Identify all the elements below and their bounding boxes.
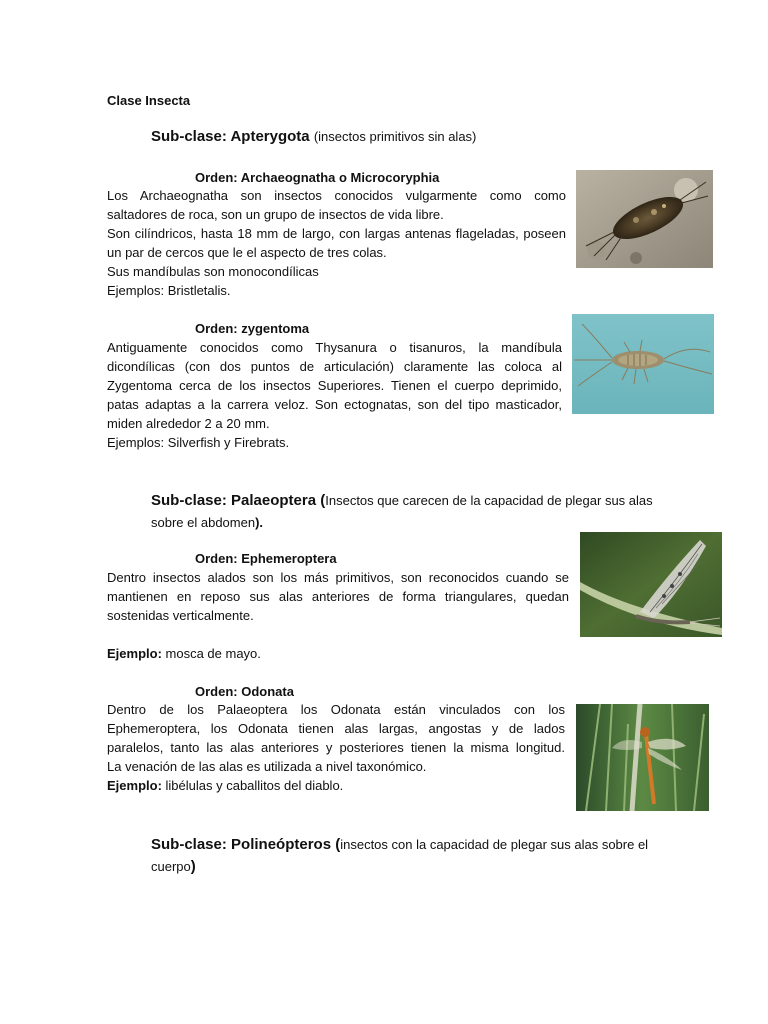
order-zygentoma-heading: Orden: zygentoma [195, 321, 310, 336]
subclass-description: (insectos primitivos sin alas) [313, 129, 477, 144]
subclass-name: Palaeoptera [231, 492, 317, 509]
subclass-palaeoptera-heading [151, 490, 671, 534]
archaeognatha-photo [576, 170, 713, 268]
close-bracket: ) [190, 858, 196, 875]
text-line: saltadores de roca, son un grupo de insectos de vida libre. [107, 207, 444, 222]
order-odonata-text [107, 700, 565, 795]
close-bracket: ). [255, 515, 264, 530]
example-label: Ejemplo: [107, 646, 162, 661]
example-value: libélulas y caballitos del diablo. [161, 778, 344, 793]
example-line: Ejemplos: Silverfish y Firebrats. [107, 435, 290, 450]
text-line: Son cilíndricos, hasta 18 mm de largo, con largas antenas flageladas, poseen [107, 226, 566, 241]
order-archaeognatha-heading: Orden: Archaeognatha o Microcoryphia [195, 170, 440, 185]
order-ephemeroptera-text [107, 568, 569, 625]
subclass-description: Insectos que carecen de la capacidad de plegar sus alas [325, 493, 653, 508]
subclass-label: Sub-clase: [151, 128, 231, 145]
order-ephemeroptera-heading: Orden: Ephemeroptera [195, 551, 337, 566]
subclass-label: Sub-clase: [151, 836, 232, 853]
text-line: Antiguamente conocidos como Thysanura o tisanuros, la mandíbula [107, 340, 562, 355]
subclass-description: insectos con la capacidad de plegar sus alas sobre el [340, 837, 649, 852]
text-line: mantienen en reposo sus alas anteriores de forma triangulares, quedan [107, 589, 569, 604]
order-archaeognatha-text [107, 186, 566, 300]
text-line: paralelos, tanto las alas anteriores y posteriores tienen la misma longitud. [107, 740, 565, 755]
mayfly-photo [580, 532, 722, 637]
subclass-description-cont: cuerpo [151, 859, 191, 874]
text-line: Zygentoma cerca de los insectos Superiores. Tienen el cuerpo deprimido, [107, 378, 562, 393]
text-line: Dentro insectos alados son los más primitivos, son reconocidos cuando se [107, 570, 569, 585]
silverfish-photo [572, 314, 714, 414]
order-zygentoma-text [107, 338, 562, 452]
text-line: La venación de las alas es utilizada a nivel taxonómico. [107, 759, 427, 774]
text-line: miden alrededor 2 a 20 mm. [107, 416, 270, 431]
open-bracket: ( [331, 836, 341, 853]
subclass-label: Sub-clase: [151, 492, 232, 509]
example-value: mosca de mayo. [161, 646, 261, 661]
text-line: Ephemeroptera, los Odonata tienen alas largas, angostas y de lados [107, 721, 565, 736]
subclass-apterygota-heading [151, 126, 476, 148]
text-line: Los Archaeognatha son insectos conocidos vulgarmente como como [107, 188, 566, 203]
subclass-name: Apterygota [230, 128, 310, 145]
subclass-name: Polineópteros [231, 836, 332, 853]
subclass-description-cont: sobre el abdomen [151, 515, 256, 530]
example-line [107, 776, 565, 795]
ephemeroptera-example [107, 644, 261, 663]
dragonfly-photo [576, 704, 709, 811]
example-line: Ejemplos: Bristletalis. [107, 283, 231, 298]
open-bracket: ( [316, 492, 326, 509]
subclass-polineopteros-heading [151, 834, 671, 878]
document-title: Clase Insecta [107, 93, 191, 108]
example-label: Ejemplo: [107, 778, 162, 793]
text-line: Dentro de los Palaeoptera los Odonata están vinculados con los [107, 702, 565, 717]
text-line: Sus mandíbulas son monocondílicas [107, 264, 319, 279]
text-line: dicondílicas (con dos puntos de articulación) claramente las coloca al [107, 359, 562, 374]
order-odonata-heading: Orden: Odonata [195, 684, 294, 699]
text-line: sostenidas verticalmente. [107, 608, 254, 623]
text-line: patas adaptas a la carrera veloz. Son ectognatas, son del tipo masticador, [107, 397, 562, 412]
text-line: un par de cercos que le el aspecto de tres colas. [107, 245, 387, 260]
